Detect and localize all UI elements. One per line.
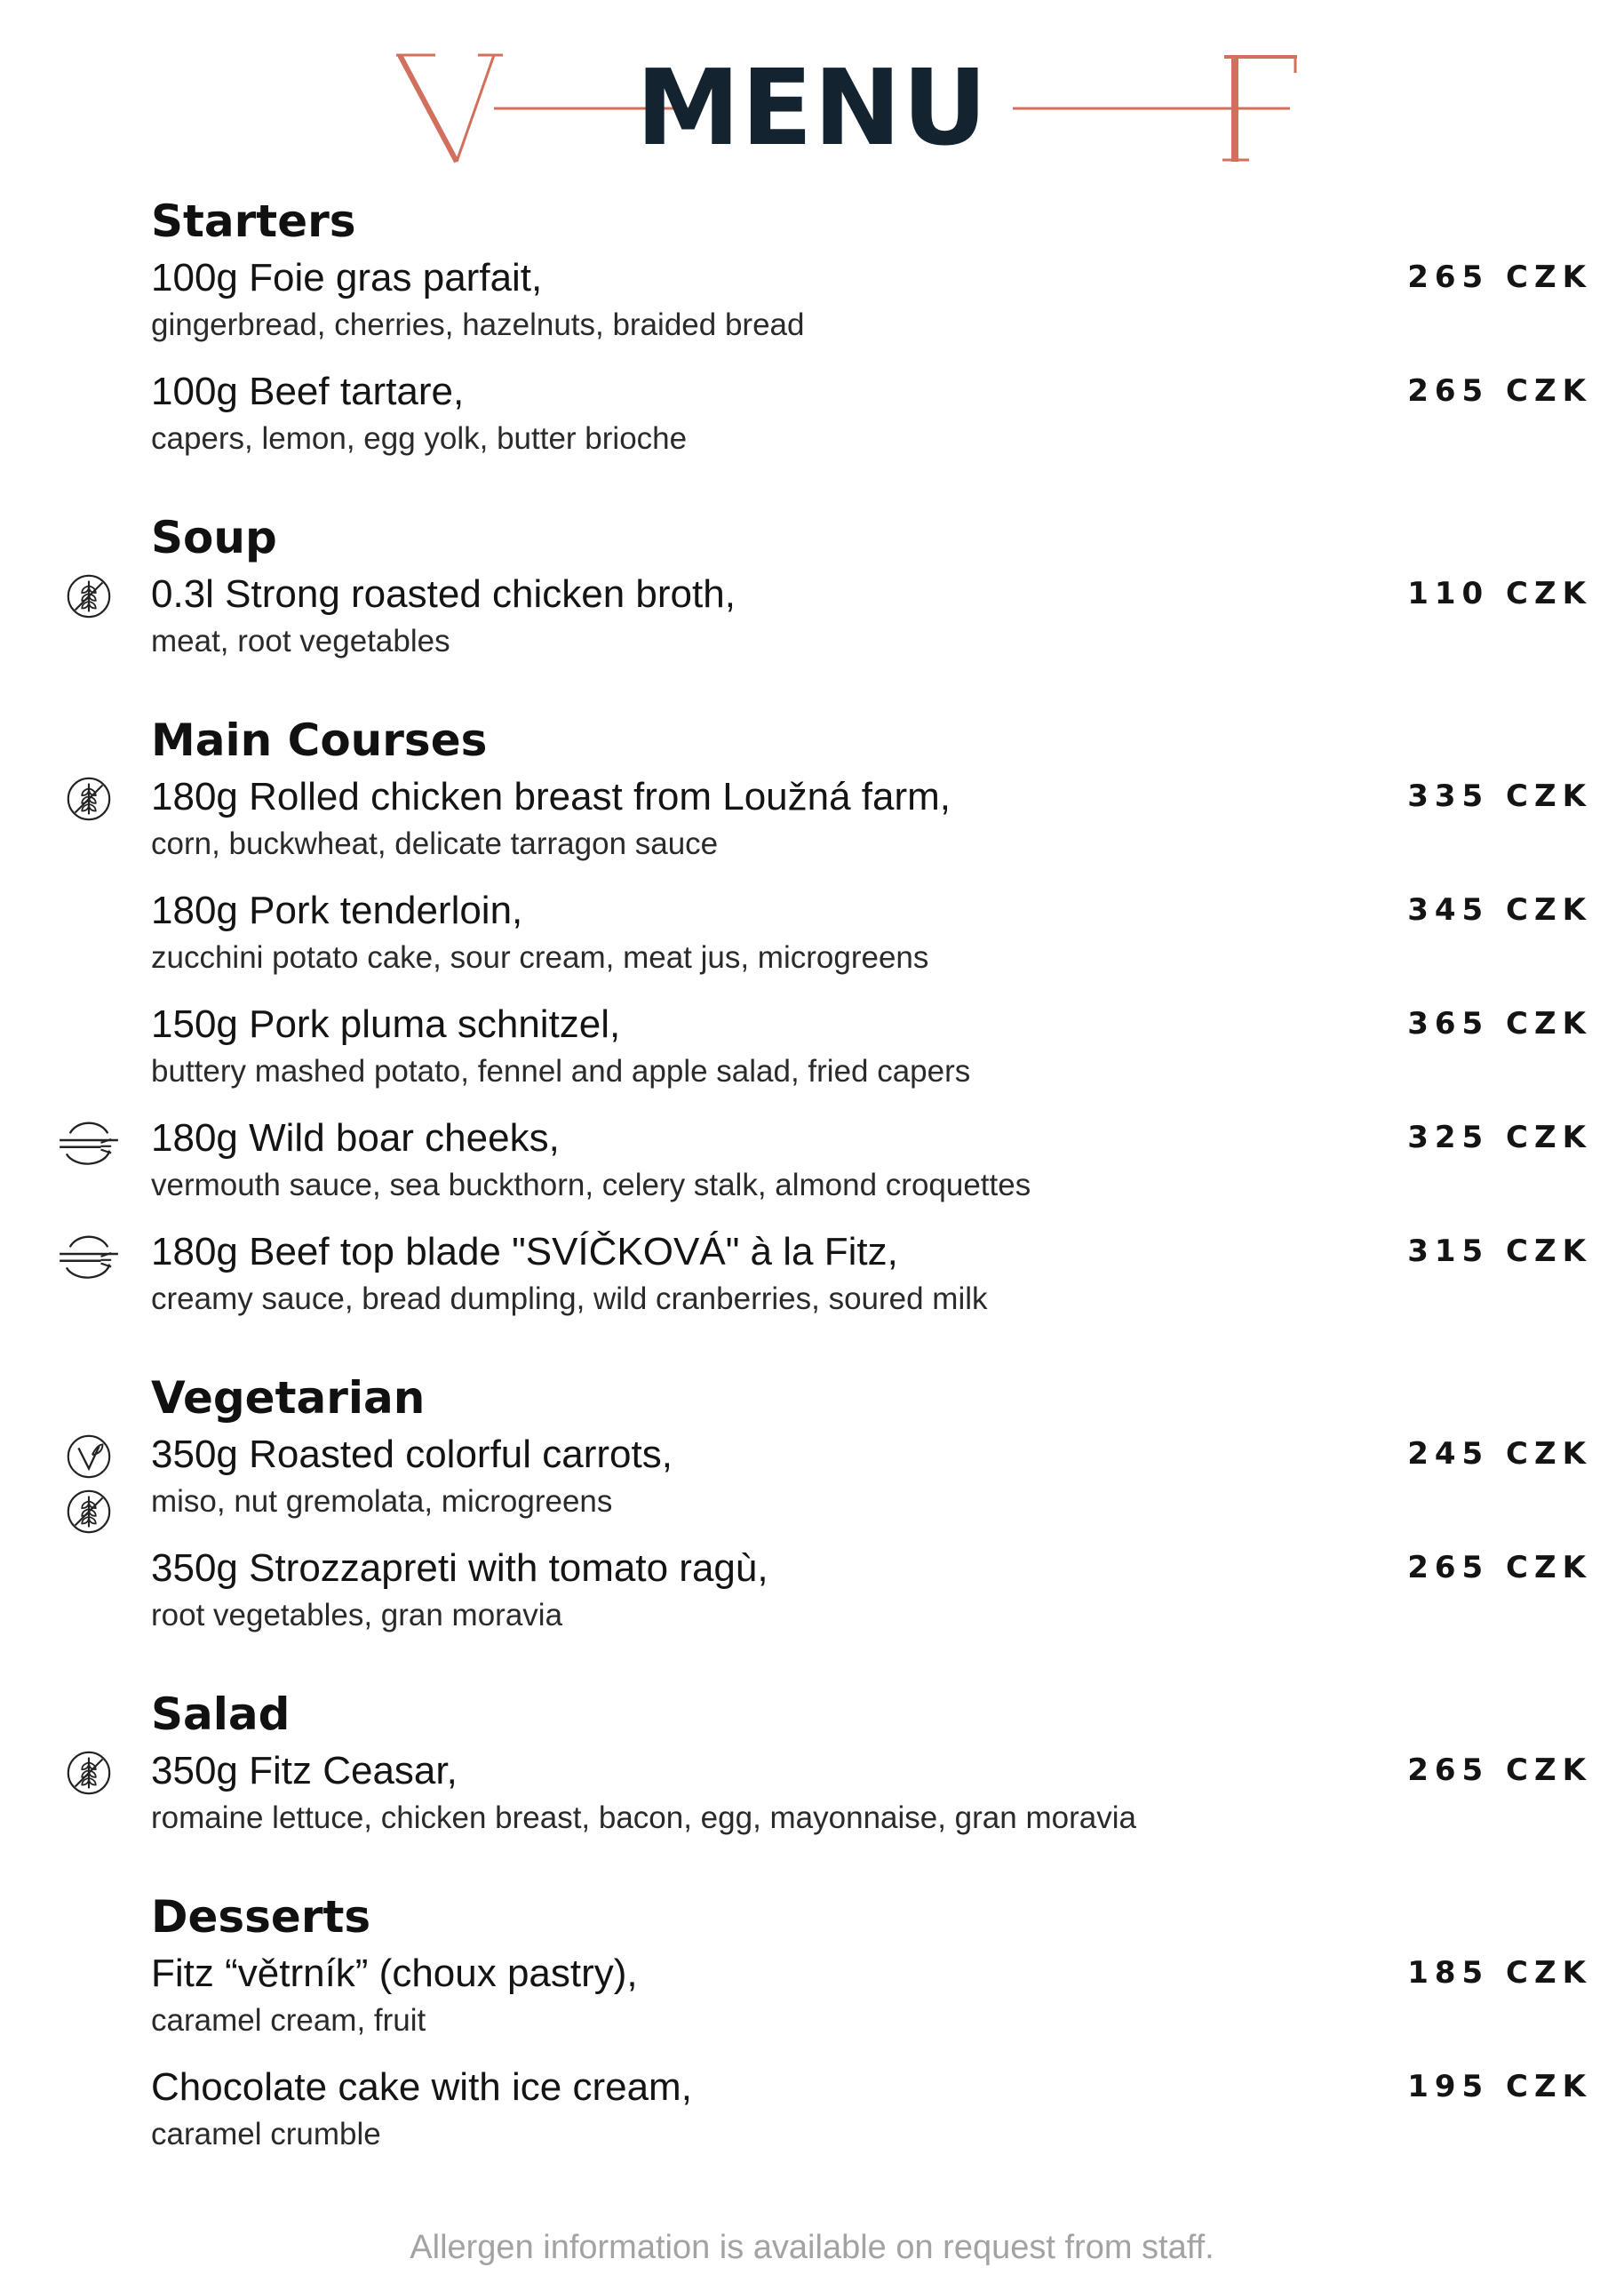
item-price: 325 CZK xyxy=(1407,1120,1592,1155)
item-price: 265 CZK xyxy=(1407,259,1592,295)
gluten-free-icon xyxy=(63,1747,115,1799)
item-description: meat, root vegetables xyxy=(151,624,450,659)
item-name: 180g Beef top blade "SVÍČKOVÁ" à la Fitz, xyxy=(151,1230,898,1273)
item-description: creamy sauce, bread dumpling, wild cranberries, soured milk xyxy=(151,1281,988,1316)
menu-item xyxy=(151,1948,1592,2042)
item-name: 350g Fitz Ceasar, xyxy=(151,1749,458,1792)
item-name: 350g Strozzapreti with tomato ragù, xyxy=(151,1546,768,1590)
menu-item xyxy=(151,1113,1592,1207)
item-description: caramel cream, fruit xyxy=(151,2003,426,2038)
item-description: buttery mashed potato, fennel and apple salad, fried capers xyxy=(151,1054,971,1089)
menu-section xyxy=(151,1687,1592,1840)
vegan-icon xyxy=(63,1431,115,1482)
item-description: romaine lettuce, chicken breast, bacon, egg, mayonnaise, gran moravia xyxy=(151,1800,1136,1835)
item-description: root vegetables, gran moravia xyxy=(151,1598,563,1632)
menu-item xyxy=(151,2062,1592,2156)
item-name: Fitz “větrník” (choux pastry), xyxy=(151,1952,638,1995)
menu-content xyxy=(151,194,1592,2206)
menu-header xyxy=(0,0,1624,178)
item-price: 110 CZK xyxy=(1407,576,1592,611)
dietary-icons xyxy=(62,571,115,622)
dietary-icons xyxy=(62,1228,115,1280)
item-description: capers, lemon, egg yolk, butter brioche xyxy=(151,421,688,456)
menu-section xyxy=(151,1370,1592,1637)
item-name: Chocolate cake with ice cream, xyxy=(151,2065,692,2109)
menu-item xyxy=(151,771,1592,866)
section-title: Salad xyxy=(151,1688,291,1740)
menu-item xyxy=(151,999,1592,1093)
menu-section xyxy=(151,1889,1592,2156)
item-price: 365 CZK xyxy=(1407,1006,1592,1042)
item-price: 335 CZK xyxy=(1407,778,1592,814)
item-price: 265 CZK xyxy=(1407,1752,1592,1788)
item-price: 195 CZK xyxy=(1407,2069,1592,2104)
menu-item xyxy=(151,252,1592,347)
page-title: MENU xyxy=(635,46,989,169)
item-price: 265 CZK xyxy=(1407,1550,1592,1585)
menu-item xyxy=(151,1543,1592,1637)
item-price: 185 CZK xyxy=(1407,1955,1592,1991)
section-title: Starters xyxy=(151,196,356,247)
item-name: 100g Foie gras parfait, xyxy=(151,256,543,299)
item-price: 315 CZK xyxy=(1407,1233,1592,1269)
item-name: 180g Wild boar cheeks, xyxy=(151,1116,560,1160)
item-name: 100g Beef tartare, xyxy=(151,370,465,413)
item-description: vermouth sauce, sea buckthorn, celery stalk, almond croquettes xyxy=(151,1168,1031,1202)
section-title: Desserts xyxy=(151,1891,371,1943)
allergen-note: Allergen information is available on request from staff. xyxy=(410,2229,1214,2266)
gluten-free-icon xyxy=(63,1486,115,1537)
item-price: 245 CZK xyxy=(1407,1436,1592,1472)
dietary-icons xyxy=(62,1114,115,1166)
menu-section xyxy=(151,713,1592,1321)
item-price: 265 CZK xyxy=(1407,373,1592,409)
item-description: caramel crumble xyxy=(151,2117,381,2151)
section-title: Soup xyxy=(151,512,277,563)
menu-item xyxy=(151,1745,1592,1840)
fork-plate-icon xyxy=(58,1228,120,1280)
menu-item xyxy=(151,1226,1592,1321)
item-name: 350g Roasted colorful carrots, xyxy=(151,1433,673,1476)
menu-item xyxy=(151,885,1592,979)
item-name: 0.3l Strong roasted chicken broth, xyxy=(151,572,736,616)
gluten-free-icon xyxy=(63,773,115,825)
fork-plate-icon xyxy=(58,1114,120,1166)
item-description: gingerbread, cherries, hazelnuts, braided bread xyxy=(151,307,805,342)
menu-item xyxy=(151,1429,1592,1523)
menu-section xyxy=(151,194,1592,460)
menu-section xyxy=(151,510,1592,663)
section-title: Main Courses xyxy=(151,714,488,766)
dietary-icons xyxy=(62,1431,115,1537)
item-description: corn, buckwheat, delicate tarragon sauce xyxy=(151,826,719,861)
section-title: Vegetarian xyxy=(151,1372,426,1424)
dietary-icons xyxy=(62,1747,115,1799)
dietary-icons xyxy=(62,773,115,825)
item-description: zucchini potato cake, sour cream, meat jus, microgreens xyxy=(151,940,929,975)
gluten-free-icon xyxy=(63,571,115,622)
item-name: 180g Rolled chicken breast from Loužná farm, xyxy=(151,775,951,818)
item-name: 150g Pork pluma schnitzel, xyxy=(151,1002,621,1046)
menu-item xyxy=(151,569,1592,663)
item-name: 180g Pork tenderloin, xyxy=(151,889,523,932)
menu-item xyxy=(151,366,1592,460)
item-price: 345 CZK xyxy=(1407,892,1592,928)
item-description: miso, nut gremolata, microgreens xyxy=(151,1484,613,1519)
